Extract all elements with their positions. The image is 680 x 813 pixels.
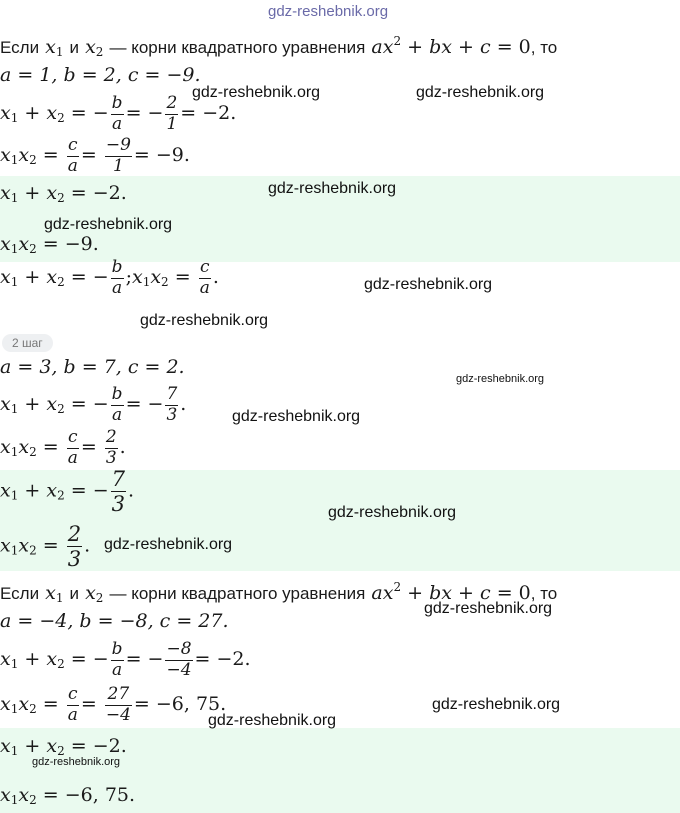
coefficients-line: a = −4, b = −8, c = 27. xyxy=(0,610,229,632)
sum-formula: $x_1 + x_2$ = − $\frac{b}{a}$ = − $\frac{-8}{-4}$ = −2. xyxy=(0,639,251,680)
watermark: gdz-reshebnik.org xyxy=(232,408,361,425)
watermark: gdz-reshebnik.org xyxy=(432,696,561,713)
watermark: gdz-reshebnik.org xyxy=(424,600,553,617)
watermark: gdz-reshebnik.org xyxy=(416,84,545,101)
product-formula: $x_1x_2$ = $\frac{c}{a}$ = $\frac{2}{3}$ . xyxy=(0,427,126,468)
sum-formula: $x_1 + x_2$ = − $\frac{b}{a}$ = − $\frac{2}{1}$ = −2. xyxy=(0,93,237,134)
product-formula: $x_1x_2$ = $\frac{c}{a}$ = $\frac{-9}{1}$ = −9. xyxy=(0,135,190,176)
answer-product: $x_1x_2 = -9$. xyxy=(0,233,99,256)
answer-sum: $x_1 + x_2 = -2$. xyxy=(0,735,127,758)
sum-formula: $x_1 + x_2$ = − $\frac{b}{a}$ = − $\frac{7}{3}$ . xyxy=(0,384,187,425)
intro-line: Если $x_1$ и $x_2$ — корни квадратного уравнения $ax^2$ + bx + c = 0, то xyxy=(0,580,558,605)
intro-line: Если $x_1$ и $x_2$ — корни квадратного уравнения $ax^2$ + bx + c = 0, то xyxy=(0,34,558,59)
answer-sum: $x_1 + x_2$ = − $\frac{7}{3}$ . xyxy=(0,467,135,517)
product-formula: $x_1x_2$ = $\frac{c}{a}$ = $\frac{27}{-4}$ = −6, 75. xyxy=(0,684,227,725)
watermark: gdz-reshebnik.org xyxy=(104,536,233,553)
answer-sum: $x_1 + x_2 = -2$. xyxy=(0,182,127,205)
watermark: gdz-reshebnik.org xyxy=(192,84,321,101)
step-badge: 2 шаг xyxy=(2,334,53,352)
watermark: gdz-reshebnik.org xyxy=(208,712,337,729)
watermark: gdz-reshebnik.org xyxy=(140,312,269,329)
watermark: gdz-reshebnik.org xyxy=(268,180,397,197)
answer-product: $x_1x_2 = -6$, 75. xyxy=(0,784,136,807)
coefficients-line: a = 1, b = 2, c = −9. xyxy=(0,64,201,86)
watermark: gdz-reshebnik.org xyxy=(364,276,493,293)
watermark: gdz-reshebnik.org xyxy=(456,373,545,385)
watermark: gdz-reshebnik.org xyxy=(32,756,121,768)
coefficients-line: a = 3, b = 7, c = 2. xyxy=(0,356,185,378)
answer-product: $x_1x_2$ = $\frac{2}{3}$ . xyxy=(0,522,91,572)
generic-formula: $x_1 + x_2$ = − $\frac{b}{a}$ $;x_1x_2$ = $\frac{c}{a}$ . xyxy=(0,257,219,298)
watermark: gdz-reshebnik.org xyxy=(268,3,389,20)
watermark: gdz-reshebnik.org xyxy=(44,216,173,233)
watermark: gdz-reshebnik.org xyxy=(328,504,457,521)
